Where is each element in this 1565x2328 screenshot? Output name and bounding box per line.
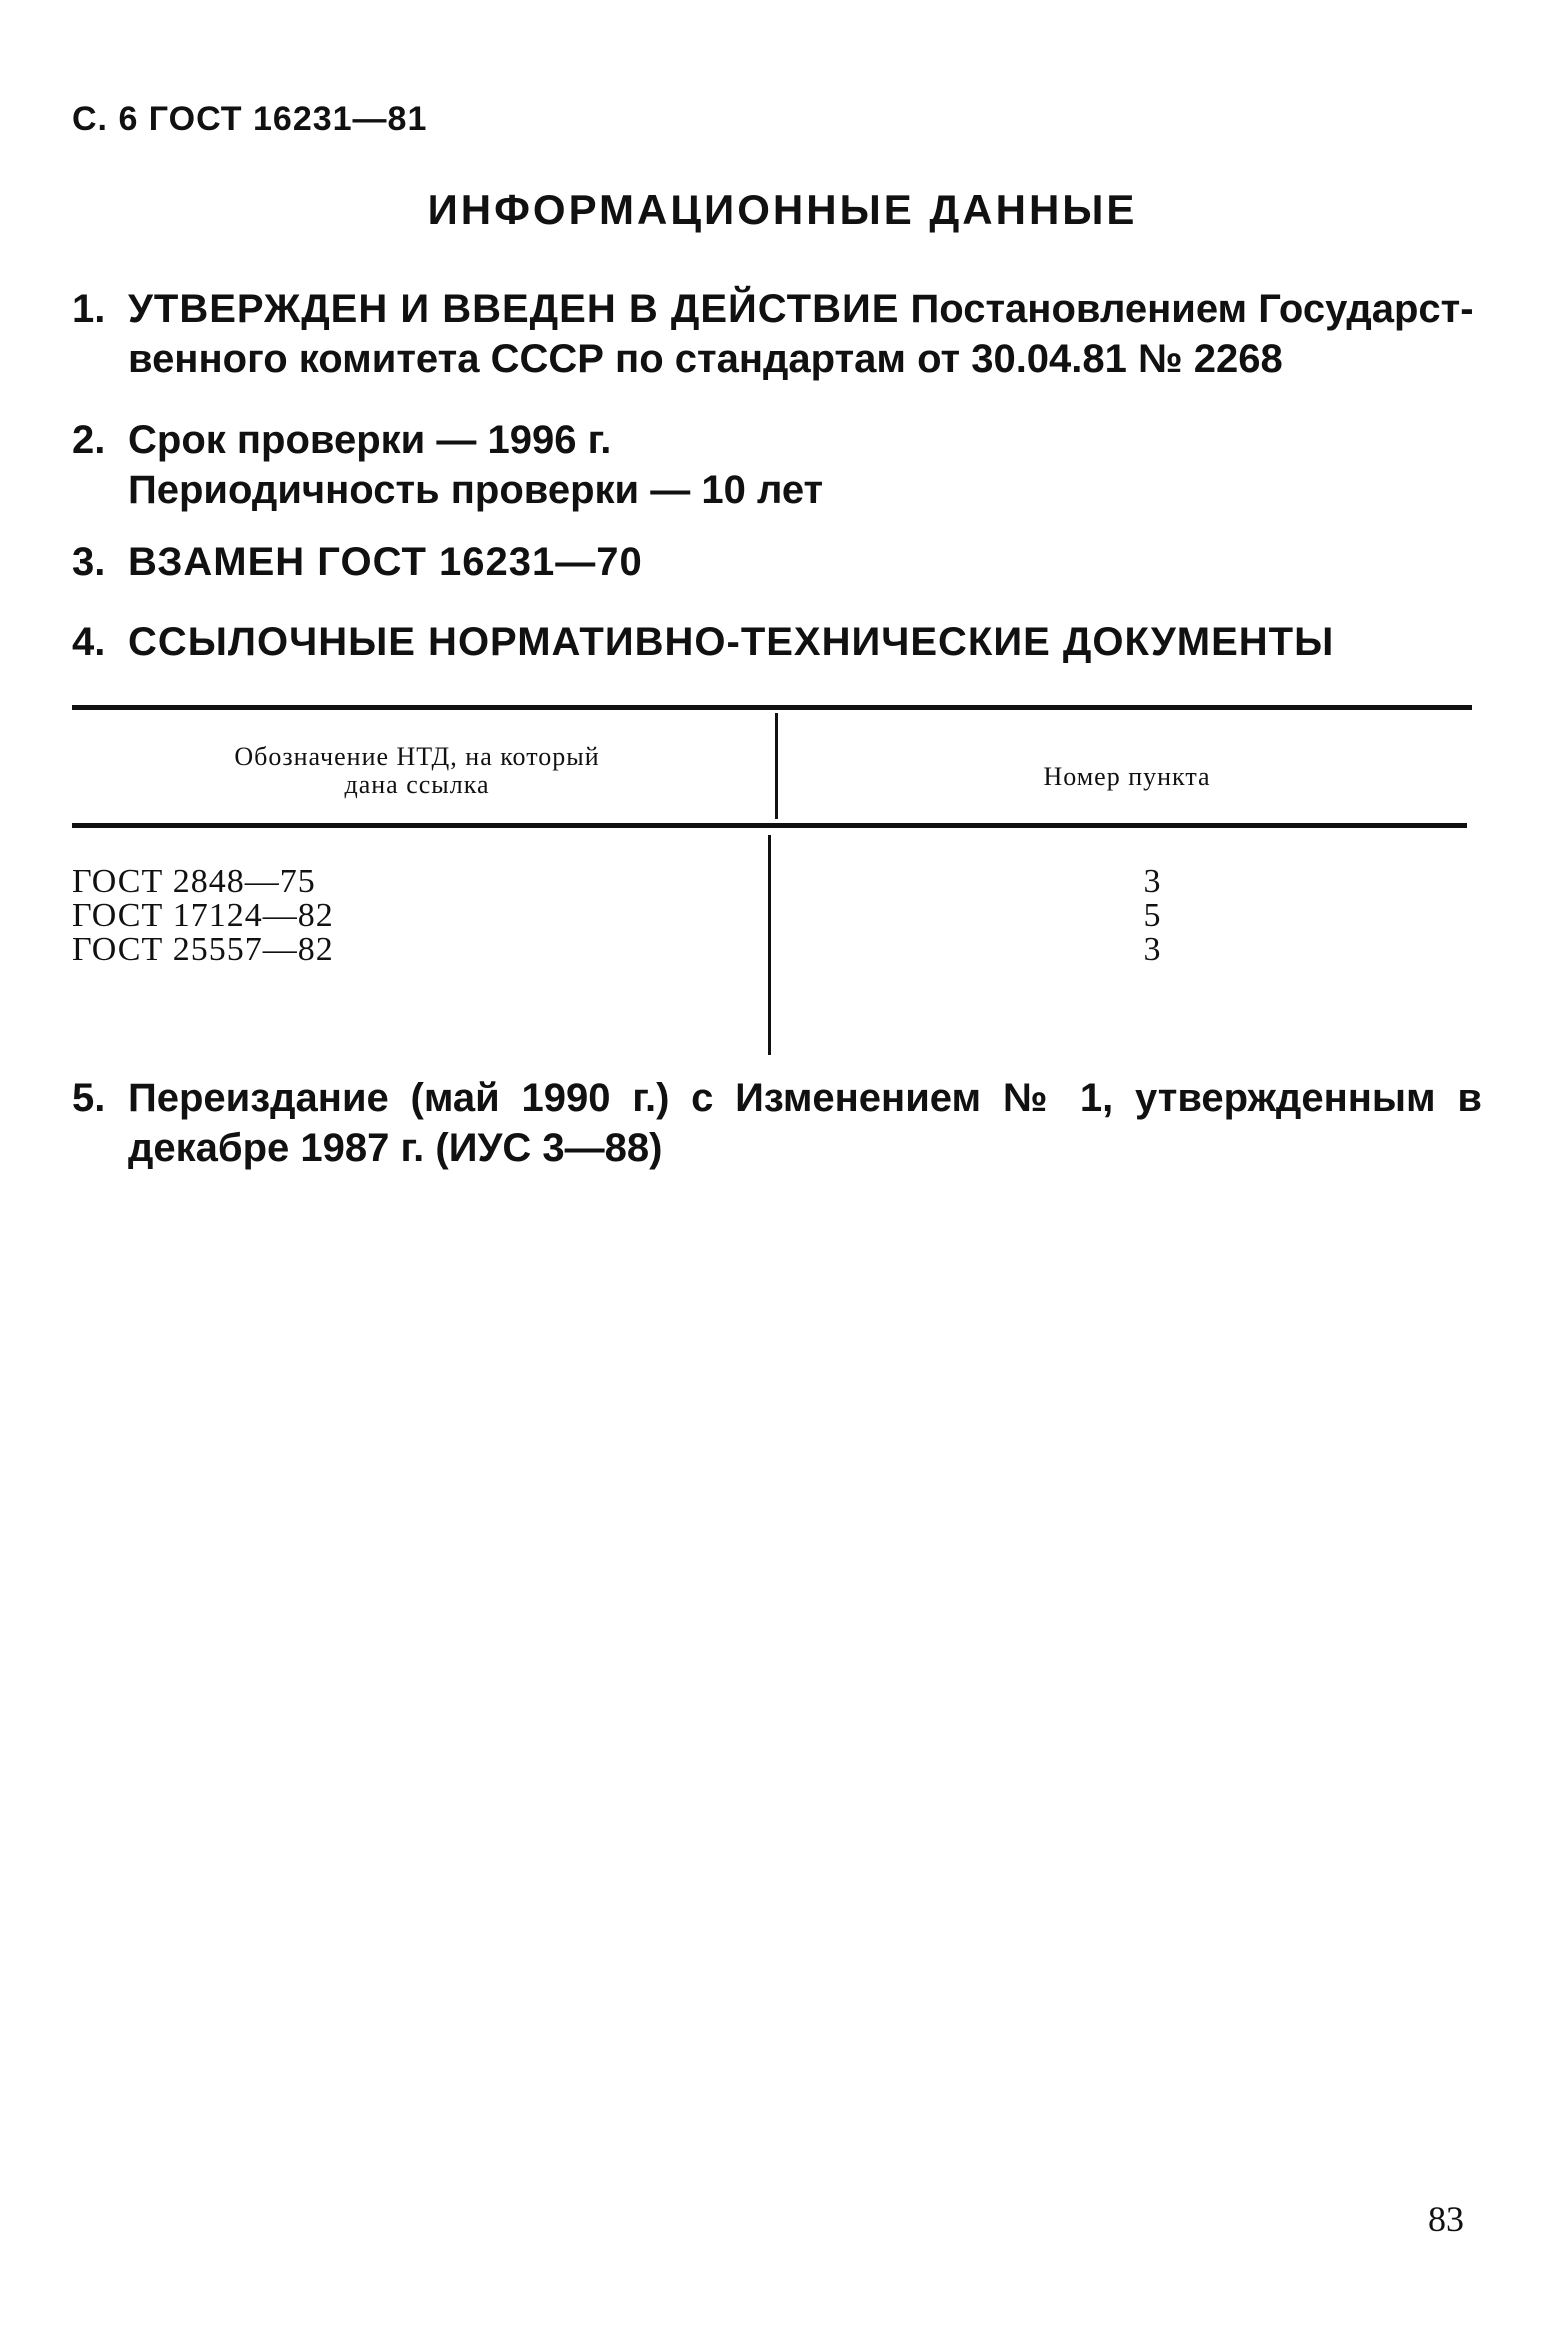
table-cell-document: ГОСТ 17124—82 [72,897,334,934]
item-2-line-2: Периодичность проверки — 10 лет [128,468,824,512]
table-cell-point: 3 [1143,931,1161,968]
page-title: ИНФОРМАЦИОННЫЕ ДАННЫЕ [427,186,1138,233]
info-item-1 [72,284,1482,384]
table-header-point: Номер пункта [1043,762,1211,791]
item-2-line-1: Срок проверки — 1996 г. [128,418,612,462]
header-line: Обозначение НТД, на который [234,742,600,771]
table-row [72,899,1472,933]
item-4-text: ССЫЛОЧНЫЕ НОРМАТИВНО-ТЕХНИЧЕСКИЕ ДОКУМЕНТЫ [128,620,1335,664]
table-cell-document: ГОСТ 2848—75 [72,863,316,900]
item-1-caps: УТВЕРЖДЕН И ВВЕДЕН В ДЕЙСТВИЕ [128,287,900,331]
header-line: дана ссылка [344,770,490,799]
table-header-document [72,743,762,799]
item-number: 5. [72,1076,106,1120]
table-row [72,933,1472,967]
table-top-rule [72,705,1472,710]
item-number: 4. [72,620,106,664]
item-3-text: ВЗАМЕН ГОСТ 16231—70 [128,540,643,584]
info-item-3 [72,537,1482,587]
table-cell-point: 3 [1143,863,1161,900]
table-cell-point: 5 [1143,897,1161,934]
table-cell-document: ГОСТ 25557—82 [72,931,334,968]
info-item-4 [72,617,1482,667]
table-header-rule [72,823,1467,828]
item-number: 3. [72,540,106,584]
page-number: 83 [1428,2199,1464,2239]
item-number: 1. [72,287,106,331]
table-body [72,865,1472,967]
table-column-divider [775,713,778,819]
item-1-text: Постановлением Государст-венного комитета СССР по стандартам от 30.04.81 № 2268 [128,287,1474,381]
table-row [72,865,1472,899]
info-item-5 [72,1073,1482,1173]
info-item-2 [72,415,1482,515]
item-5-text: Переиздание (май 1990 г.) с Изменением № 1, утвержденным в декабре 1987 г. (ИУС 3—88) [128,1076,1482,1170]
item-number: 2. [72,418,106,462]
page-header: С. 6 ГОСТ 16231—81 [72,100,428,138]
